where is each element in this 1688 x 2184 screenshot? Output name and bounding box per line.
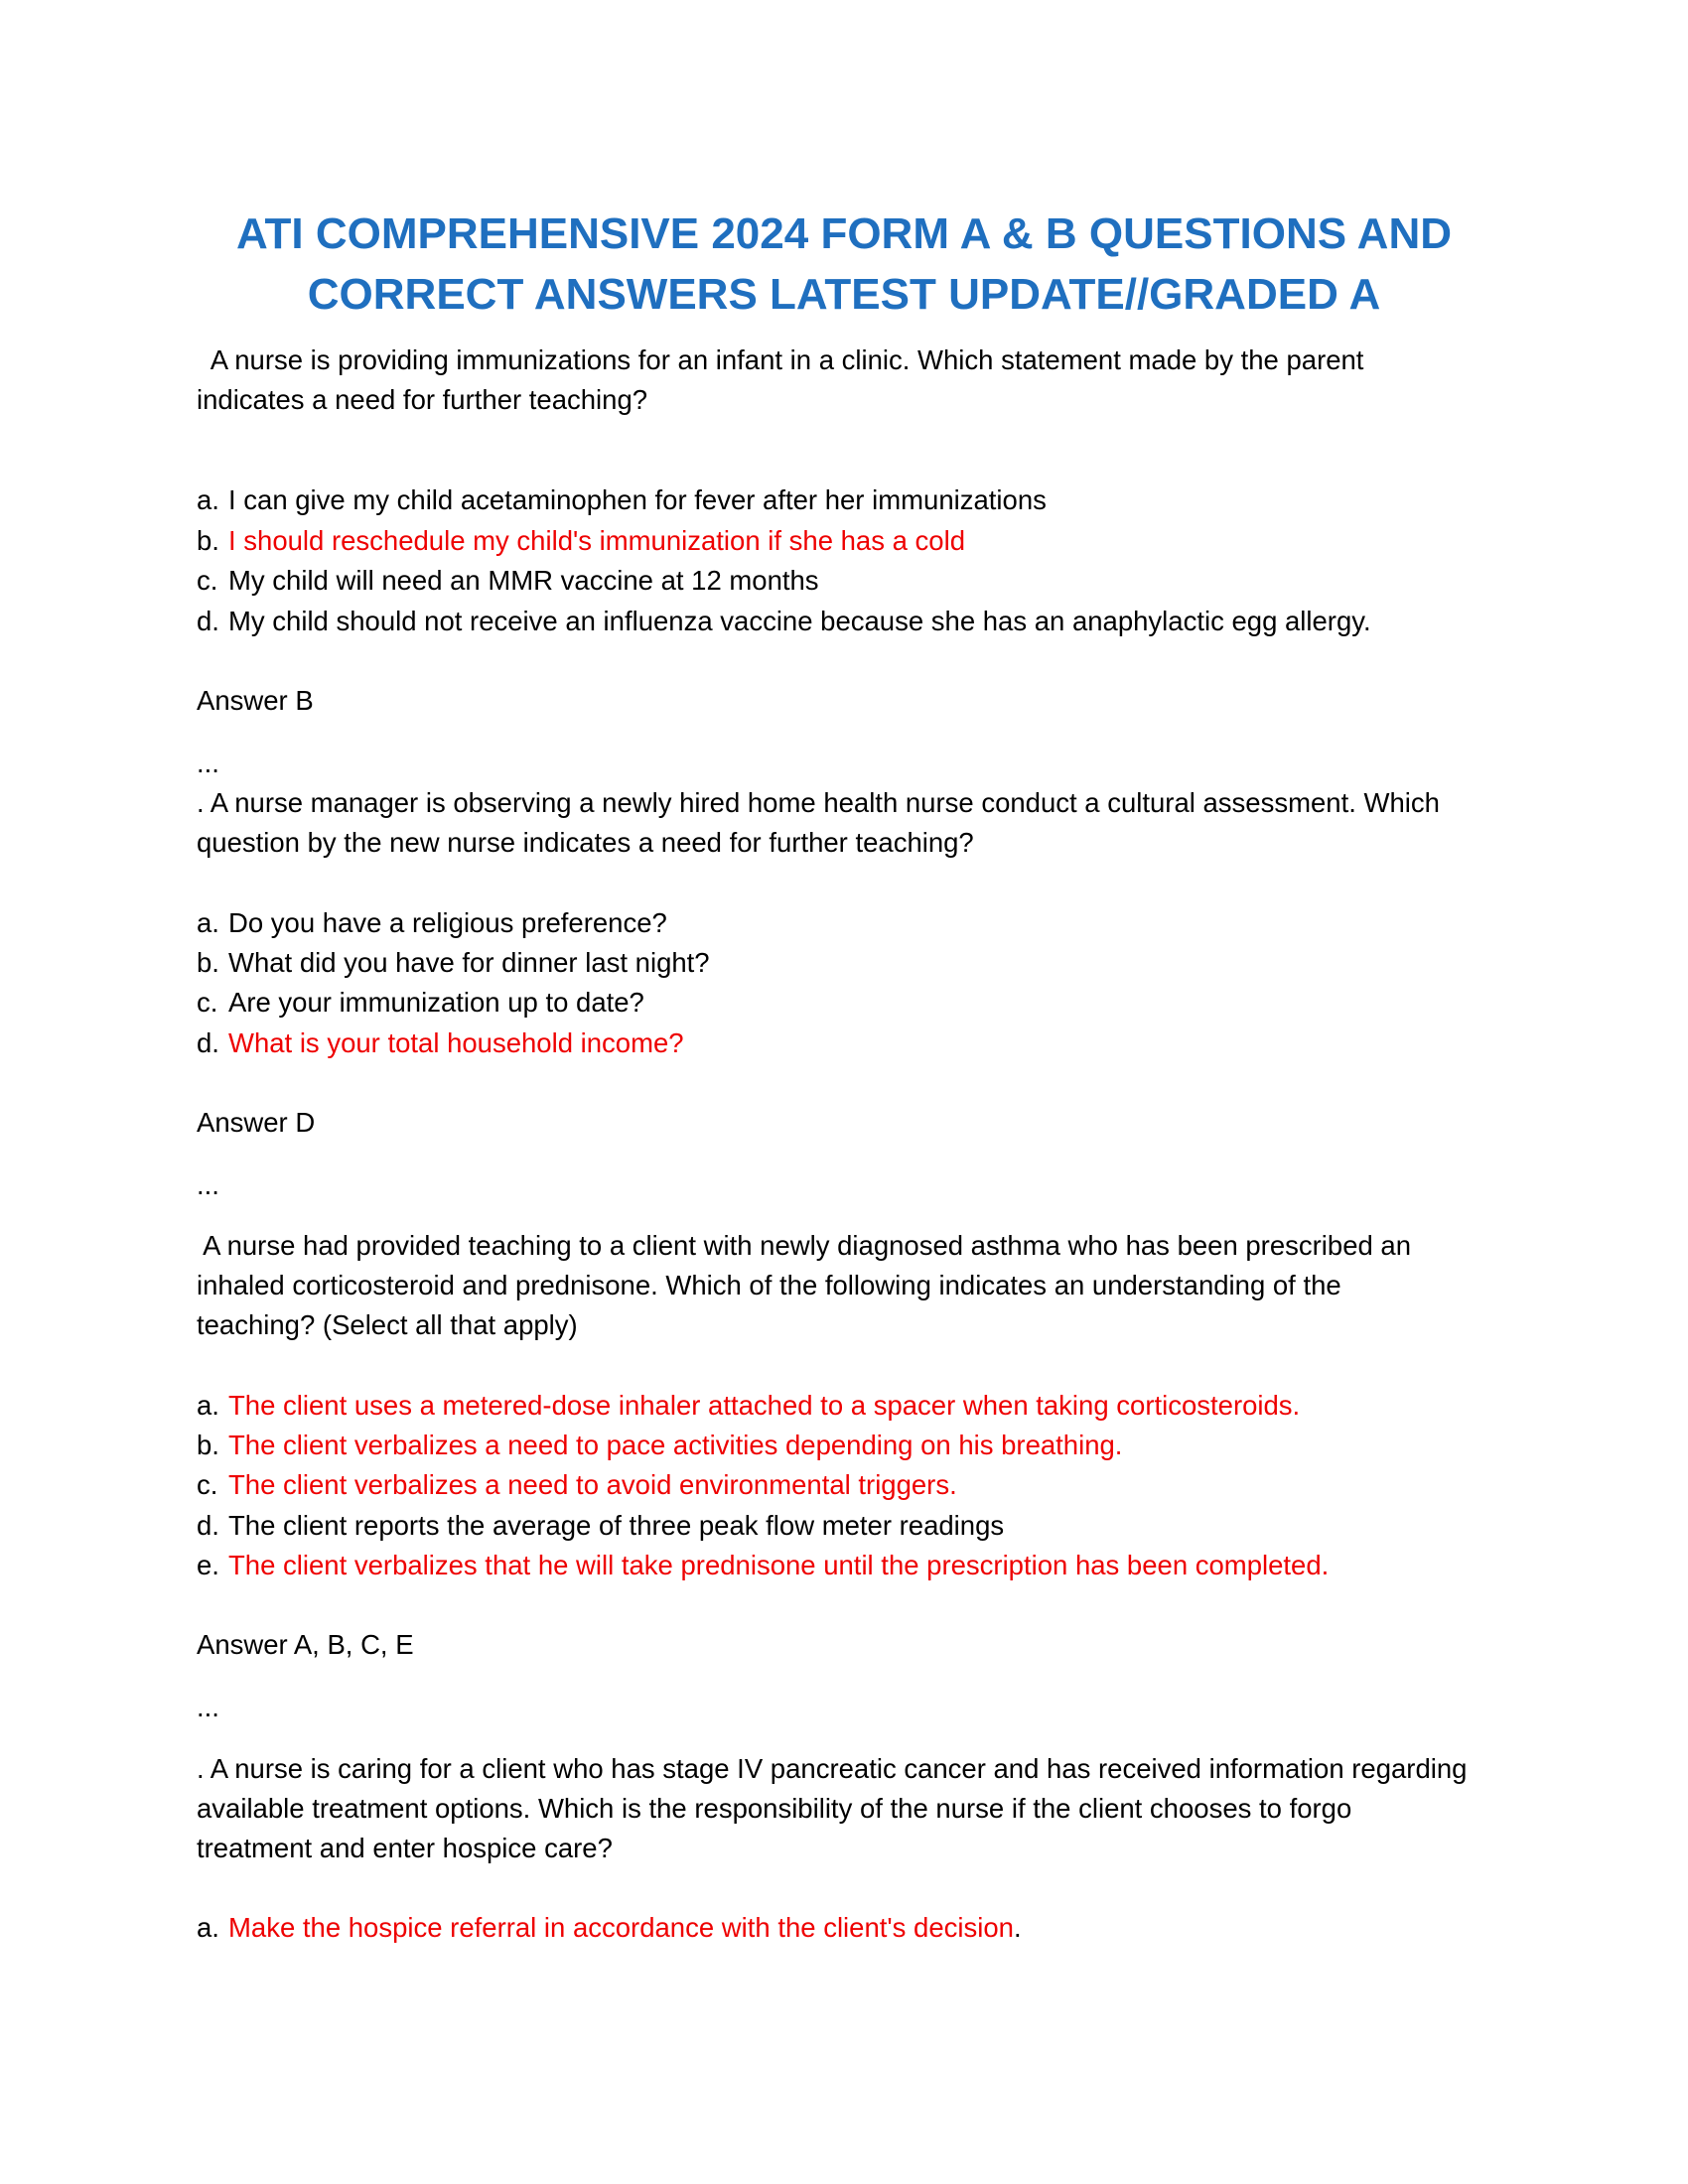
q2-option-d xyxy=(197,1024,684,1063)
option-label: c. xyxy=(197,987,218,1018)
q2-option-c xyxy=(197,983,644,1023)
option-text: My child will need an MMR vaccine at 12 months xyxy=(228,565,819,596)
option-label: e. xyxy=(197,1550,219,1580)
option-text: My child should not receive an influenza vaccine because she has an anaphylactic egg allergy. xyxy=(228,606,1371,636)
q3-stem-line-1: A nurse had provided teaching to a client with newly diagnosed asthma who has been prescribed an xyxy=(197,1230,1412,1261)
q1-stem-line-1: A nurse is providing immunizations for an infant in a clinic. Which statement made by the parent xyxy=(197,344,1364,375)
correct-option-text: I should reschedule my child's immunization if she has a cold xyxy=(228,525,966,556)
option-label: a. xyxy=(197,484,219,515)
q3-option-e xyxy=(197,1546,1329,1585)
correct-option-text: The client verbalizes a need to avoid environmental triggers. xyxy=(228,1469,957,1500)
q4-stem-line-2: available treatment options. Which is the responsibility of the nurse if the client chooses to forgo xyxy=(197,1793,1352,1824)
q4-stem-line-3: treatment and enter hospice care? xyxy=(197,1833,613,1863)
q3-stem-line-2: inhaled corticosteroid and prednisone. Which of the following indicates an understanding of the xyxy=(197,1270,1341,1300)
q1-option-d xyxy=(197,602,1371,641)
option-text: What did you have for dinner last night? xyxy=(228,947,710,978)
q2-option-b xyxy=(197,943,710,983)
option-label: d. xyxy=(197,606,219,636)
q3-option-d xyxy=(197,1506,1004,1546)
option-label: d. xyxy=(197,1027,219,1058)
option-text: The client reports the average of three peak flow meter readings xyxy=(228,1510,1005,1541)
correct-option-text: The client verbalizes a need to pace activities depending on his breathing. xyxy=(228,1430,1123,1460)
option-label: a. xyxy=(197,1912,219,1943)
correct-option-text: The client uses a metered-dose inhaler attached to a spacer when taking corticosteroids. xyxy=(228,1390,1301,1421)
option-label: c. xyxy=(197,1469,218,1500)
title-line-2: CORRECT ANSWERS LATEST UPDATE//GRADED A xyxy=(307,270,1381,319)
title-line-1: ATI COMPREHENSIVE 2024 FORM A & B QUESTIONS AND xyxy=(235,209,1452,258)
q2-separator: ... xyxy=(197,1169,219,1200)
q2-stem-line-2: question by the new nurse indicates a need for further teaching? xyxy=(197,827,974,858)
q1-answer: Answer B xyxy=(197,685,314,716)
q3-option-b xyxy=(197,1426,1122,1465)
option-label: b. xyxy=(197,1430,219,1460)
option-label: a. xyxy=(197,907,219,938)
option-label: d. xyxy=(197,1510,219,1541)
correct-option-text: Make the hospice referral in accordance with the client's decision xyxy=(228,1912,1014,1943)
q2-answer: Answer D xyxy=(197,1107,316,1138)
correct-option-text: The client verbalizes that he will take prednisone until the prescription has been completed. xyxy=(228,1550,1330,1580)
option-trailing-period: . xyxy=(1013,1912,1022,1943)
option-label: b. xyxy=(197,525,219,556)
option-text: Do you have a religious preference? xyxy=(228,907,667,938)
q2-stem-line-1: . A nurse manager is observing a newly hired home health nurse conduct a cultural assessment. Which xyxy=(197,787,1440,818)
q1-option-a xyxy=(197,480,1047,520)
q4-stem-line-1: . A nurse is caring for a client who has stage IV pancreatic cancer and has received information regarding xyxy=(197,1753,1468,1784)
q2-option-a xyxy=(197,903,667,943)
option-text: Are your immunization up to date? xyxy=(228,987,644,1018)
option-label: c. xyxy=(197,565,218,596)
option-label: a. xyxy=(197,1390,219,1421)
correct-option-text: What is your total household income? xyxy=(228,1027,684,1058)
q3-option-a xyxy=(197,1386,1300,1426)
q3-answer: Answer A, B, C, E xyxy=(197,1629,414,1660)
q1-separator: ... xyxy=(197,748,219,778)
q3-separator: ... xyxy=(197,1692,219,1722)
q4-option-a xyxy=(197,1908,1022,1948)
q1-option-c xyxy=(197,561,819,601)
q3-option-c xyxy=(197,1465,957,1505)
option-label: b. xyxy=(197,947,219,978)
q1-stem-line-2: indicates a need for further teaching? xyxy=(197,384,648,415)
q3-stem-line-3: teaching? (Select all that apply) xyxy=(197,1309,578,1340)
option-text: I can give my child acetaminophen for fever after her immunizations xyxy=(228,484,1047,515)
document-title xyxy=(149,204,1539,325)
q1-option-b xyxy=(197,521,965,561)
